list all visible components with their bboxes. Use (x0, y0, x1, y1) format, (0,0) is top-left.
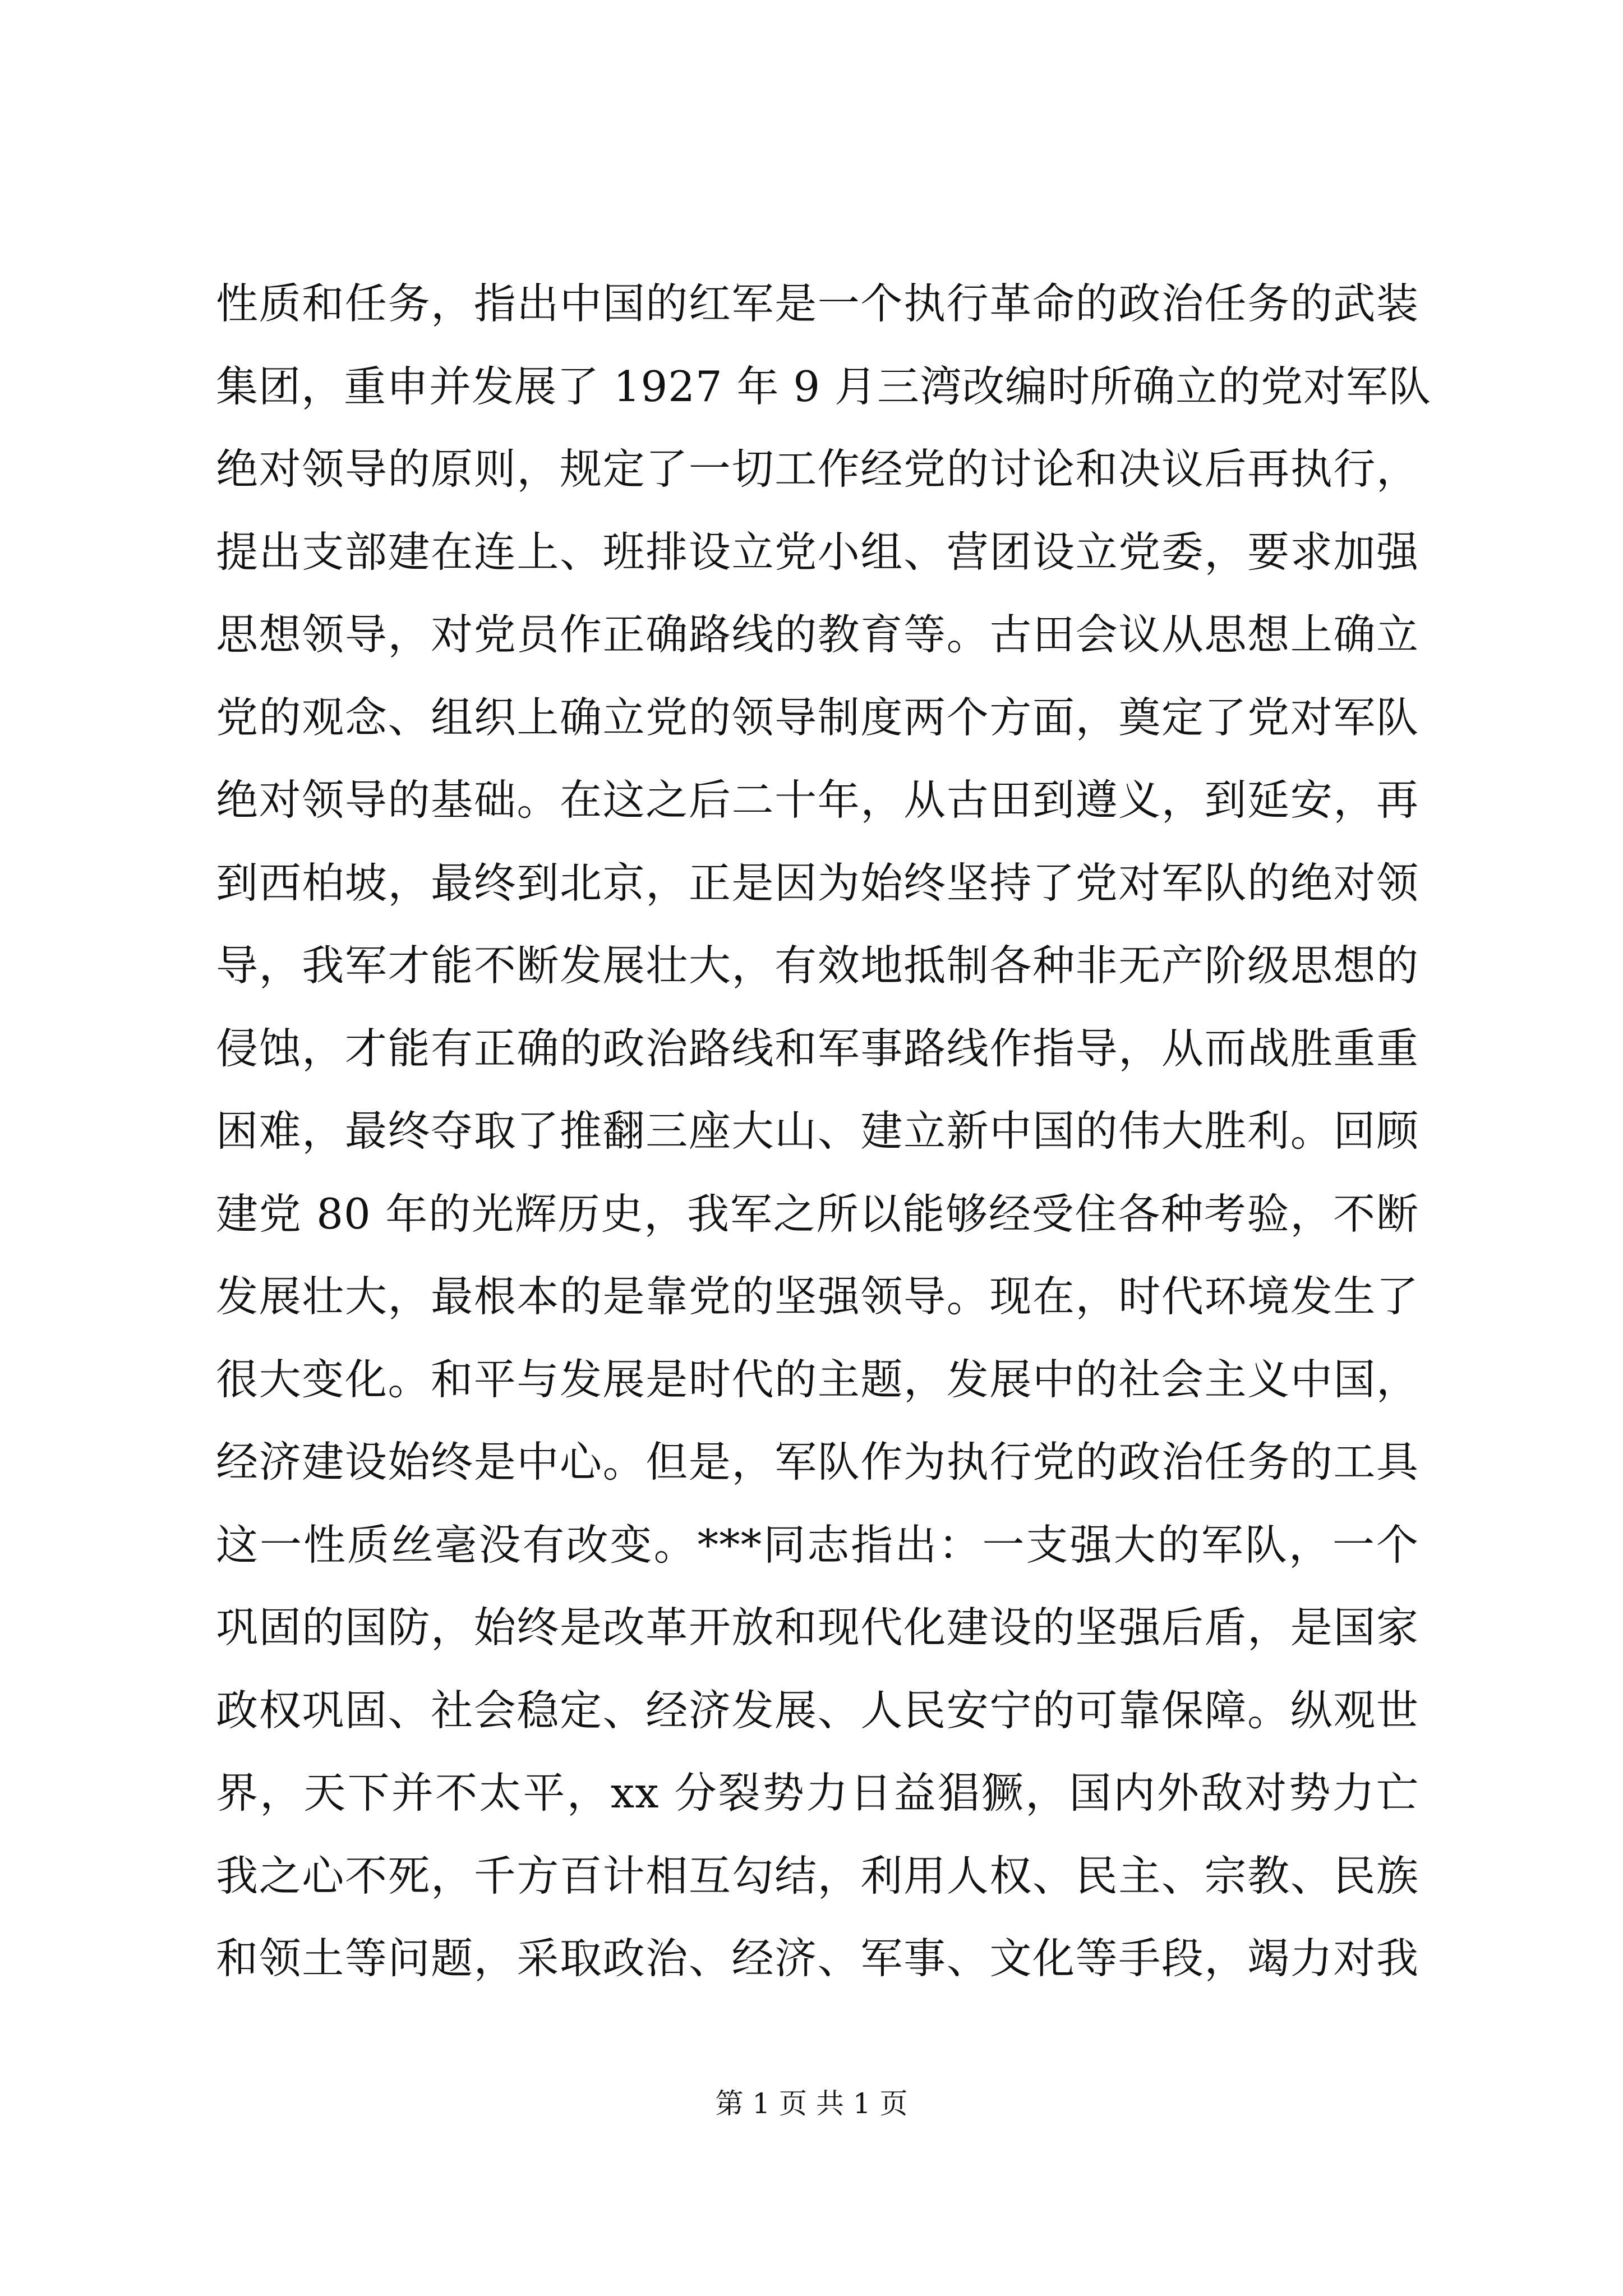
text-line: 我之心不死，千方百计相互勾结，利用人权、民主、宗教、民族 (216, 1851, 1419, 1901)
text-line: 困难，最终夺取了推翻三座大山、建立新中国的伟大胜利。回顾 (216, 1106, 1419, 1156)
text-line: 提出支部建在连上、班排设立党小组、营团设立党委，要求加强 (216, 527, 1419, 577)
text-line: 政权巩固、社会稳定、经济发展、人民安宁的可靠保障。纵观世 (216, 1685, 1419, 1735)
text-line: 发展壮大，最根本的是靠党的坚强领导。现在，时代环境发生了 (216, 1272, 1419, 1321)
page-footer (0, 2084, 1623, 2123)
text-line: 性质和任务，指出中国的红军是一个执行革命的政治任务的武装 (216, 279, 1419, 328)
text-line: 导，我军才能不断发展壮大，有效地抵制各种非无产阶级思想的 (216, 941, 1419, 990)
page-number: 第 1 页 共 1 页 (715, 2087, 908, 2120)
text-line: 绝对领导的基础。在这之后二十年，从古田到遵义，到延安，再 (216, 775, 1419, 825)
text-line: 这一性质丝毫没有改变。***同志指出：一支强大的军队，一个 (216, 1520, 1419, 1570)
text-line: 绝对领导的原则，规定了一切工作经党的讨论和决议后再执行， (216, 444, 1419, 494)
text-line: 巩固的国防，始终是改革开放和现代化建设的坚强后盾，是国家 (216, 1603, 1419, 1652)
text-line: 界，天下并不太平，xx 分裂势力日益猖獗，国内外敌对势力亡 (216, 1768, 1419, 1818)
text-line: 和领土等问题，采取政治、经济、军事、文化等手段，竭力对我 (216, 1934, 1419, 1983)
text-line: 建党 80 年的光辉历史，我军之所以能够经受住各种考验，不断 (216, 1189, 1419, 1239)
text-line: 侵蚀，才能有正确的政治路线和军事路线作指导，从而战胜重重 (216, 1023, 1419, 1073)
body-paragraph (216, 263, 1431, 2000)
text-line: 经济建设始终是中心。但是，军队作为执行党的政治任务的工具 (216, 1437, 1419, 1487)
text-line: 思想领导，对党员作正确路线的教育等。古田会议从思想上确立 (216, 610, 1419, 659)
text-line: 集团，重申并发展了 1927 年 9 月三湾改编时所确立的党对军队 (216, 361, 1431, 411)
text-line: 到西柏坡，最终到北京，正是因为始终坚持了党对军队的绝对领 (216, 858, 1419, 908)
text-line: 党的观念、组织上确立党的领导制度两个方面，奠定了党对军队 (216, 692, 1419, 742)
text-line: 很大变化。和平与发展是时代的主题，发展中的社会主义中国， (216, 1354, 1419, 1404)
